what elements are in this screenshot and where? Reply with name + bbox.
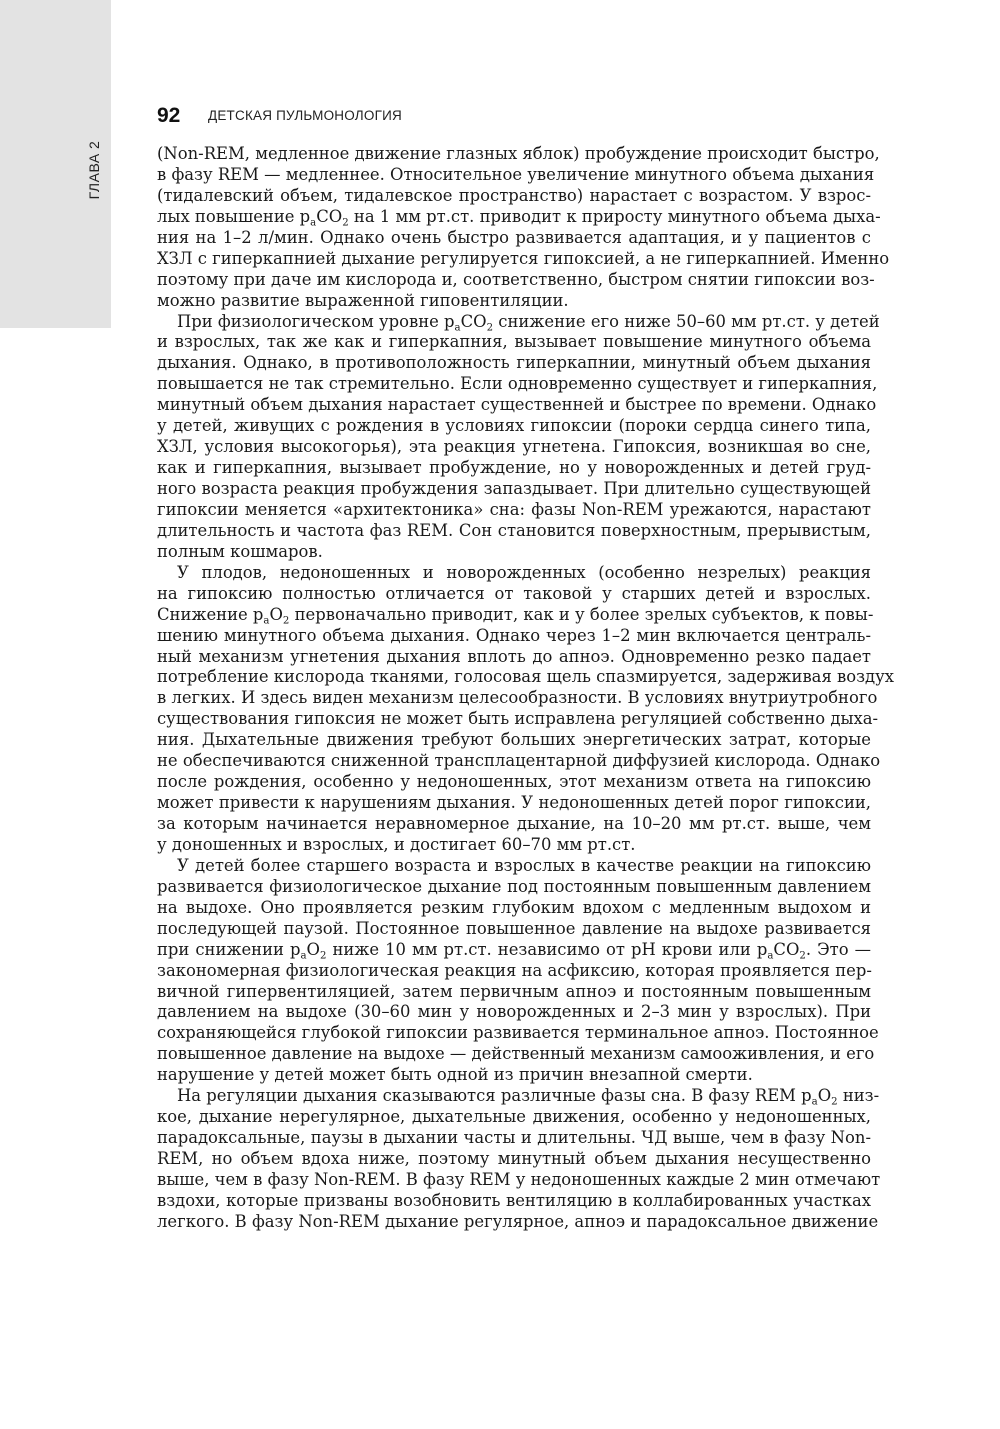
text-run: нарушение у детей может быть одной из причин внезапной смерти.	[157, 1065, 753, 1085]
text-run: Снижение p	[157, 604, 264, 624]
text-run: развивается физиологическое дыхание под постоянным повышенным давлением	[157, 876, 871, 896]
text-run: При физиологическом уровне p	[177, 311, 455, 331]
text-run: может привести к нарушениям дыхания. У недоношенных детей порог гипоксии,	[157, 793, 871, 813]
text-line	[157, 751, 881, 772]
paragraph	[157, 144, 890, 312]
text-run: на выдохе. Оно проявляется резким глубоким вдохом с медленным выдохом и	[157, 897, 871, 917]
subscript: 2	[282, 615, 290, 627]
text-run: O	[817, 1086, 832, 1106]
text-run: выше, чем в фазу Non-REM. В фазу REM у недоношенных каждые 2 мин отмечают	[157, 1169, 881, 1189]
text-line	[157, 730, 871, 751]
text-line	[157, 458, 871, 479]
text-run: (тидалевский объем, тидалевское пространство) нарастает с возрастом. У взрос-	[157, 185, 871, 205]
text-run: REM, но объем вдоха ниже, поэтому минутный объем дыхания несущественно	[157, 1149, 871, 1168]
text-line	[157, 856, 871, 877]
text-run: не обеспечиваются сниженной трансплацентарной диффузией кислорода. Однако	[157, 751, 881, 771]
subscript: 2	[319, 950, 327, 962]
text-line	[157, 814, 871, 835]
text-run: первоначально приводит, как и у более зрелых субъектов, к повы-	[289, 604, 874, 624]
text-run: CO	[316, 206, 343, 226]
text-line	[157, 1128, 871, 1149]
text-line	[157, 919, 871, 940]
text-run: в фазу REM — медленнее. Относительное увеличение минутного объема дыхания	[157, 164, 875, 184]
subscript: a	[263, 615, 270, 627]
text-run: вздохи, которые призваны возобновить вентиляцию в коллабированных участках	[157, 1190, 871, 1210]
text-run: У детей более старшего возраста и взрослых в качестве реакции на гипоксию	[177, 855, 871, 875]
text-run: гипоксии меняется «архитектоника» сна: фазы Non-REM урежаются, нарастают	[157, 499, 871, 519]
text-run: лых повышение p	[157, 206, 311, 226]
text-line	[157, 395, 877, 416]
text-run: после рождения, особенно у недоношенных, этот механизм ответа на гипоксию	[157, 772, 871, 792]
text-run: На регуляции дыхания сказываются различные фазы сна. В фазу REM p	[177, 1086, 812, 1106]
text-line	[157, 542, 871, 563]
subscript: a	[310, 217, 317, 229]
text-run: сохраняющейся глубокой гипоксии развивается терминальное апноэ. Постоянное	[157, 1023, 879, 1043]
text-line	[157, 144, 880, 165]
text-run: низ-	[837, 1086, 880, 1106]
text-run: у детей, живущих с рождения в условиях гипоксии (пороки сердца синего типа,	[157, 416, 871, 436]
text-line	[157, 437, 871, 458]
text-line	[157, 1023, 879, 1044]
subscript: 2	[799, 950, 806, 962]
text-run: ниже 10 мм рт.ст. независимо от pH крови или p	[326, 939, 768, 959]
text-line	[157, 291, 871, 312]
text-run: У плодов, недоношенных и новорожденных (особенно незрелых) реакция	[177, 562, 871, 582]
text-line	[157, 269, 875, 291]
text-line	[157, 206, 881, 229]
text-line	[157, 877, 871, 898]
text-run: потребление кислорода тканями, голосовая щель спазмируется, задерживая воздух	[157, 667, 895, 687]
text-line	[157, 248, 890, 270]
text-run: за которым начинается неравномерное дыхание, на 10–20 мм рт.ст. выше, чем	[157, 814, 871, 833]
text-run: повышается не так стремительно. Если одновременно существует и гиперкапния,	[157, 374, 878, 394]
text-line	[157, 1044, 875, 1065]
text-run: . Это —	[805, 939, 871, 959]
text-run: O	[306, 939, 320, 959]
text-line	[157, 521, 871, 542]
text-run: существования гипоксия не может быть исправлена регуляцией собственно дыха-	[157, 709, 879, 729]
text-line	[157, 1211, 879, 1233]
paragraph	[157, 311, 880, 563]
text-line	[157, 898, 871, 919]
text-line	[157, 1191, 871, 1212]
text-run: как и гиперкапния, вызывает пробуждение, но у новорожденных и детей груд-	[157, 458, 871, 478]
text-line	[157, 835, 871, 856]
text-line	[157, 709, 879, 730]
text-run: поэтому при даче им кислорода и, соответственно, быстром снятии гипоксии воз-	[157, 269, 875, 289]
text-run: ХЗЛ с гиперкапнией дыхание регулируется гипоксией, а не гиперкапнией. Именно	[157, 248, 890, 268]
text-run: ХЗЛ, условия высокогорья), эта реакция угнетена. Гипоксия, возникшая во сне,	[157, 437, 871, 457]
text-run: у доношенных и взрослых, и достигает 60–70 мм рт.ст.	[157, 834, 636, 854]
page-number: 92	[157, 104, 181, 127]
text-run: на гипоксию полностью отличается от таковой у старших детей и взрослых.	[157, 583, 871, 603]
text-run: легкого. В фазу Non-REM дыхание регулярное, апноэ и парадоксальное движение	[157, 1211, 879, 1231]
text-run: на 1 мм рт.ст. приводит к приросту минутного объема дыха-	[348, 206, 881, 226]
subscript: a	[454, 322, 461, 334]
text-line	[157, 604, 874, 627]
text-line	[157, 416, 871, 437]
chapter-side-label: ГЛАВА 2	[86, 140, 102, 200]
paragraph	[157, 1086, 881, 1233]
subscript: a	[767, 950, 774, 962]
text-run: ния. Дыхательные движения требуют больших энергетических затрат, которые	[157, 730, 871, 750]
text-run: парадоксальные, паузы в дыхании часты и длительны. ЧД выше, чем в фазу Non-	[157, 1128, 871, 1148]
page-header	[157, 104, 871, 130]
text-line	[157, 1086, 880, 1108]
text-line	[157, 164, 875, 186]
text-line	[157, 1107, 871, 1128]
text-line	[157, 374, 878, 395]
text-line	[157, 647, 871, 668]
text-line	[157, 688, 878, 709]
text-line	[157, 311, 880, 334]
text-run: при снижении p	[157, 939, 301, 959]
paragraph	[157, 855, 879, 1086]
text-run: снижение его ниже 50–60 мм рт.ст. у детей	[493, 311, 880, 331]
text-line	[157, 584, 871, 605]
text-run: закономерная физиологическая реакция на асфиксию, которая проявляется пер-	[157, 960, 872, 980]
text-run: O	[269, 604, 283, 624]
text-line	[157, 940, 871, 961]
text-run: (Non-REM, медленное движение глазных яблок) пробуждение происходит быстро,	[157, 144, 880, 163]
text-line	[157, 228, 871, 249]
subscript: 2	[831, 1096, 838, 1108]
text-line	[157, 563, 871, 584]
text-run: в легких. И здесь виден механизм целесообразности. В условиях внутриутробного	[157, 688, 878, 708]
text-line	[157, 1169, 881, 1191]
text-line	[157, 982, 871, 1003]
text-run: минутный объем дыхания нарастает существенней и быстрее по времени. Однако	[157, 395, 877, 415]
text-run: и взрослых, так же как и гиперкапния, вызывает повышение минутного объема	[157, 332, 871, 352]
text-line	[157, 353, 871, 374]
text-line	[157, 1065, 871, 1086]
text-run: шению минутного объема дыхания. Однако через 1–2 мин включается централь-	[157, 625, 871, 645]
text-line	[157, 667, 895, 688]
text-run: ный механизм угнетения дыхания вплоть до апноэ. Одновременно резко падает	[157, 646, 871, 666]
text-run: последующей паузой. Постоянное повышенное давление на выдохе развивается	[157, 918, 871, 938]
text-run: полным кошмаров.	[157, 541, 323, 561]
subscript: a	[811, 1096, 818, 1108]
text-run: вичной гипервентиляцией, затем первичным апноэ и постоянным повышенным	[157, 981, 871, 1001]
text-line	[157, 961, 871, 982]
text-run: давлением на выдохе (30–60 мин у новорожденных и 2–3 мин у взрослых). При	[157, 1002, 871, 1022]
text-line	[157, 1002, 871, 1023]
subscript: 2	[342, 217, 349, 229]
text-line	[157, 772, 871, 793]
text-line	[157, 479, 871, 500]
text-run: повышенное давление на выдохе — действенный механизм самооживления, и его	[157, 1044, 875, 1064]
text-run: ного возраста реакция пробуждения запаздывает. При длительно существующей	[157, 479, 871, 498]
subscript: a	[300, 950, 307, 962]
text-line	[157, 1149, 871, 1170]
text-line	[157, 186, 871, 207]
text-line	[157, 500, 871, 521]
text-run: можно развитие выраженной гиповентиляции.	[157, 290, 569, 310]
subscript: 2	[486, 322, 494, 334]
running-title: ДЕТСКАЯ ПУЛЬМОНОЛОГИЯ	[208, 108, 402, 123]
text-run: кое, дыхание нерегулярное, дыхательные движения, особенно у недоношенных,	[157, 1107, 871, 1127]
text-line	[157, 626, 871, 647]
paragraph	[157, 562, 895, 856]
text-line	[157, 332, 871, 353]
text-run: длительность и частота фаз REM. Сон становится поверхностным, прерывистым,	[157, 520, 871, 540]
text-run: ния на 1–2 л/мин. Однако очень быстро развивается адаптация, и у пациентов с	[157, 227, 871, 247]
text-run: CO	[773, 939, 800, 959]
text-run: дыхания. Однако, в противоположность гиперкапнии, минутный объем дыхания	[157, 353, 871, 373]
text-line	[157, 793, 871, 814]
body-text	[157, 144, 895, 1233]
text-run: CO	[460, 311, 487, 331]
